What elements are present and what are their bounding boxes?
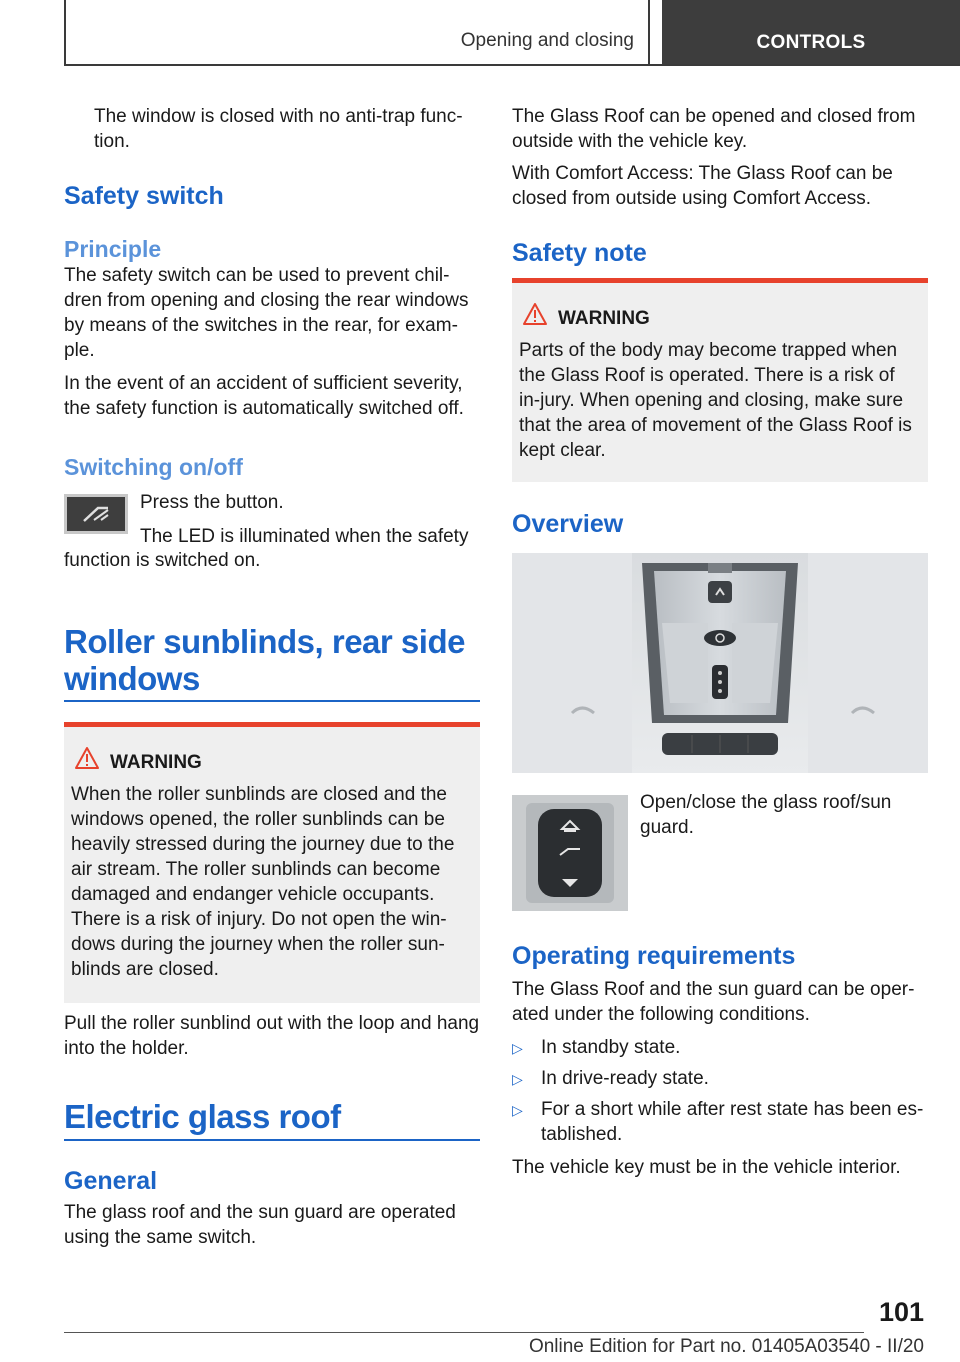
- sunblinds-warning-box: [64, 722, 480, 1003]
- key-text-block: [512, 104, 928, 211]
- condition-text: In drive-ready state.: [541, 1068, 709, 1089]
- list-item: [512, 1097, 928, 1147]
- switch-caption: Open/close the glass roof/sun guard.: [640, 792, 892, 838]
- list-item: [512, 1035, 928, 1060]
- overhead-console-image: [512, 553, 928, 773]
- safety-note-block: [512, 238, 928, 268]
- header-chapter-tab: [662, 0, 960, 64]
- glass-roof-heading-block: [64, 1098, 480, 1135]
- overview-heading: Overview: [512, 510, 624, 538]
- safety-switch-section: [64, 181, 480, 211]
- warning-label: WARNING: [110, 752, 202, 773]
- header-section-title: Opening and closing: [460, 30, 634, 51]
- operating-block: [512, 941, 928, 1027]
- accident-text: In the event of an accident of sufficient severity, the safety function is automatically switched off.: [64, 373, 464, 419]
- press-text: Press the button.: [140, 492, 284, 513]
- led-text-2: function is switched on.: [64, 550, 261, 571]
- warning-label: WARNING: [558, 308, 650, 329]
- principle-block: [64, 235, 480, 421]
- warning-bar: [512, 278, 928, 283]
- glass-roof-heading-rule: [64, 1139, 480, 1141]
- warning-triangle-icon: [74, 746, 100, 777]
- sunblinds-heading-line-1: Roller sunblinds, rear side: [64, 623, 465, 660]
- page-number: 101: [878, 1297, 924, 1327]
- key-text: The Glass Roof can be opened and closed from outside with the vehicle key.: [512, 106, 916, 152]
- glass-roof-switch-image: [512, 795, 628, 911]
- principle-heading: Principle: [64, 236, 162, 262]
- led-text-2-block: [64, 548, 480, 573]
- glass-roof-warning-box: [512, 278, 928, 482]
- footer-edition: Online Edition for Part no. 01405A03540 - II/20: [528, 1336, 924, 1357]
- intro-line-2: tion.: [94, 131, 130, 152]
- general-heading: General: [64, 1167, 158, 1195]
- pull-text-block: [64, 1011, 480, 1061]
- operating-text: The Glass Roof and the sun guard can be oper-ated under the following conditions.: [512, 979, 915, 1025]
- header-rule: [64, 64, 960, 66]
- key-interior-block: [512, 1155, 928, 1180]
- pull-text: Pull the roller sunblind out with the loop and hang into the holder.: [64, 1013, 480, 1059]
- led-text-1: The LED is illuminated when the safety: [140, 526, 469, 547]
- header-chapter-title: CONTROLS: [756, 32, 866, 53]
- triangle-bullet-icon: ▷: [512, 1102, 523, 1118]
- condition-text: In standby state.: [541, 1037, 681, 1058]
- safety-switch-heading: Safety switch: [64, 182, 224, 210]
- intro-text: [64, 104, 480, 154]
- sunblinds-warning-text: When the roller sunblinds are closed and the windows opened, the roller sunblinds can be heavily stressed during the journey due to the air stream. The roller sunblinds can become damaged and endanger vehicle occupants. There is a risk of injury. Do not open the win-dows during the journey when the roller sun-blinds are closed.: [71, 784, 455, 980]
- key-interior-text: The vehicle key must be in the vehicle interior.: [512, 1157, 901, 1178]
- switching-heading: Switching on/off: [64, 454, 243, 480]
- intro-line-1: The window is closed with no anti-trap func-: [94, 106, 463, 127]
- overview-block: [512, 509, 928, 539]
- triangle-bullet-icon: ▷: [512, 1040, 523, 1056]
- comfort-text: With Comfort Access: The Glass Roof can be closed from outside using Comfort Access.: [512, 163, 893, 209]
- glass-roof-warning-text: Parts of the body may become trapped when the Glass Roof is operated. There is a risk of in-jury. When opening and closing, make sure that the area of movement of the Glass Roof is kept clear.: [519, 340, 912, 461]
- switch-caption-block: [640, 790, 928, 840]
- principle-text: The safety switch can be used to prevent chil-dren from opening and closing the rear windows by means of the switches in the rear, for exam-ple.: [64, 265, 469, 361]
- sunblinds-heading-rule: [64, 700, 480, 702]
- glass-roof-heading: Electric glass roof: [64, 1098, 341, 1135]
- switching-block: [64, 453, 480, 481]
- window-lock-button-icon: [64, 494, 128, 534]
- warning-bar: [64, 722, 480, 727]
- condition-text: For a short while after rest state has been es-tablished.: [541, 1099, 924, 1145]
- warning-triangle-icon: [522, 302, 548, 333]
- operating-heading: Operating requirements: [512, 942, 796, 970]
- safety-note-heading: Safety note: [512, 239, 647, 267]
- sunblinds-heading-block: [64, 623, 480, 697]
- press-text-block: [140, 490, 480, 549]
- sunblinds-heading-line-2: windows: [64, 660, 200, 697]
- triangle-bullet-icon: ▷: [512, 1071, 523, 1087]
- list-item: [512, 1066, 928, 1091]
- conditions-list: [512, 1035, 928, 1147]
- general-block: [64, 1166, 480, 1250]
- footer-rule: [64, 1332, 864, 1333]
- general-text: The glass roof and the sun guard are operated using the same switch.: [64, 1202, 456, 1248]
